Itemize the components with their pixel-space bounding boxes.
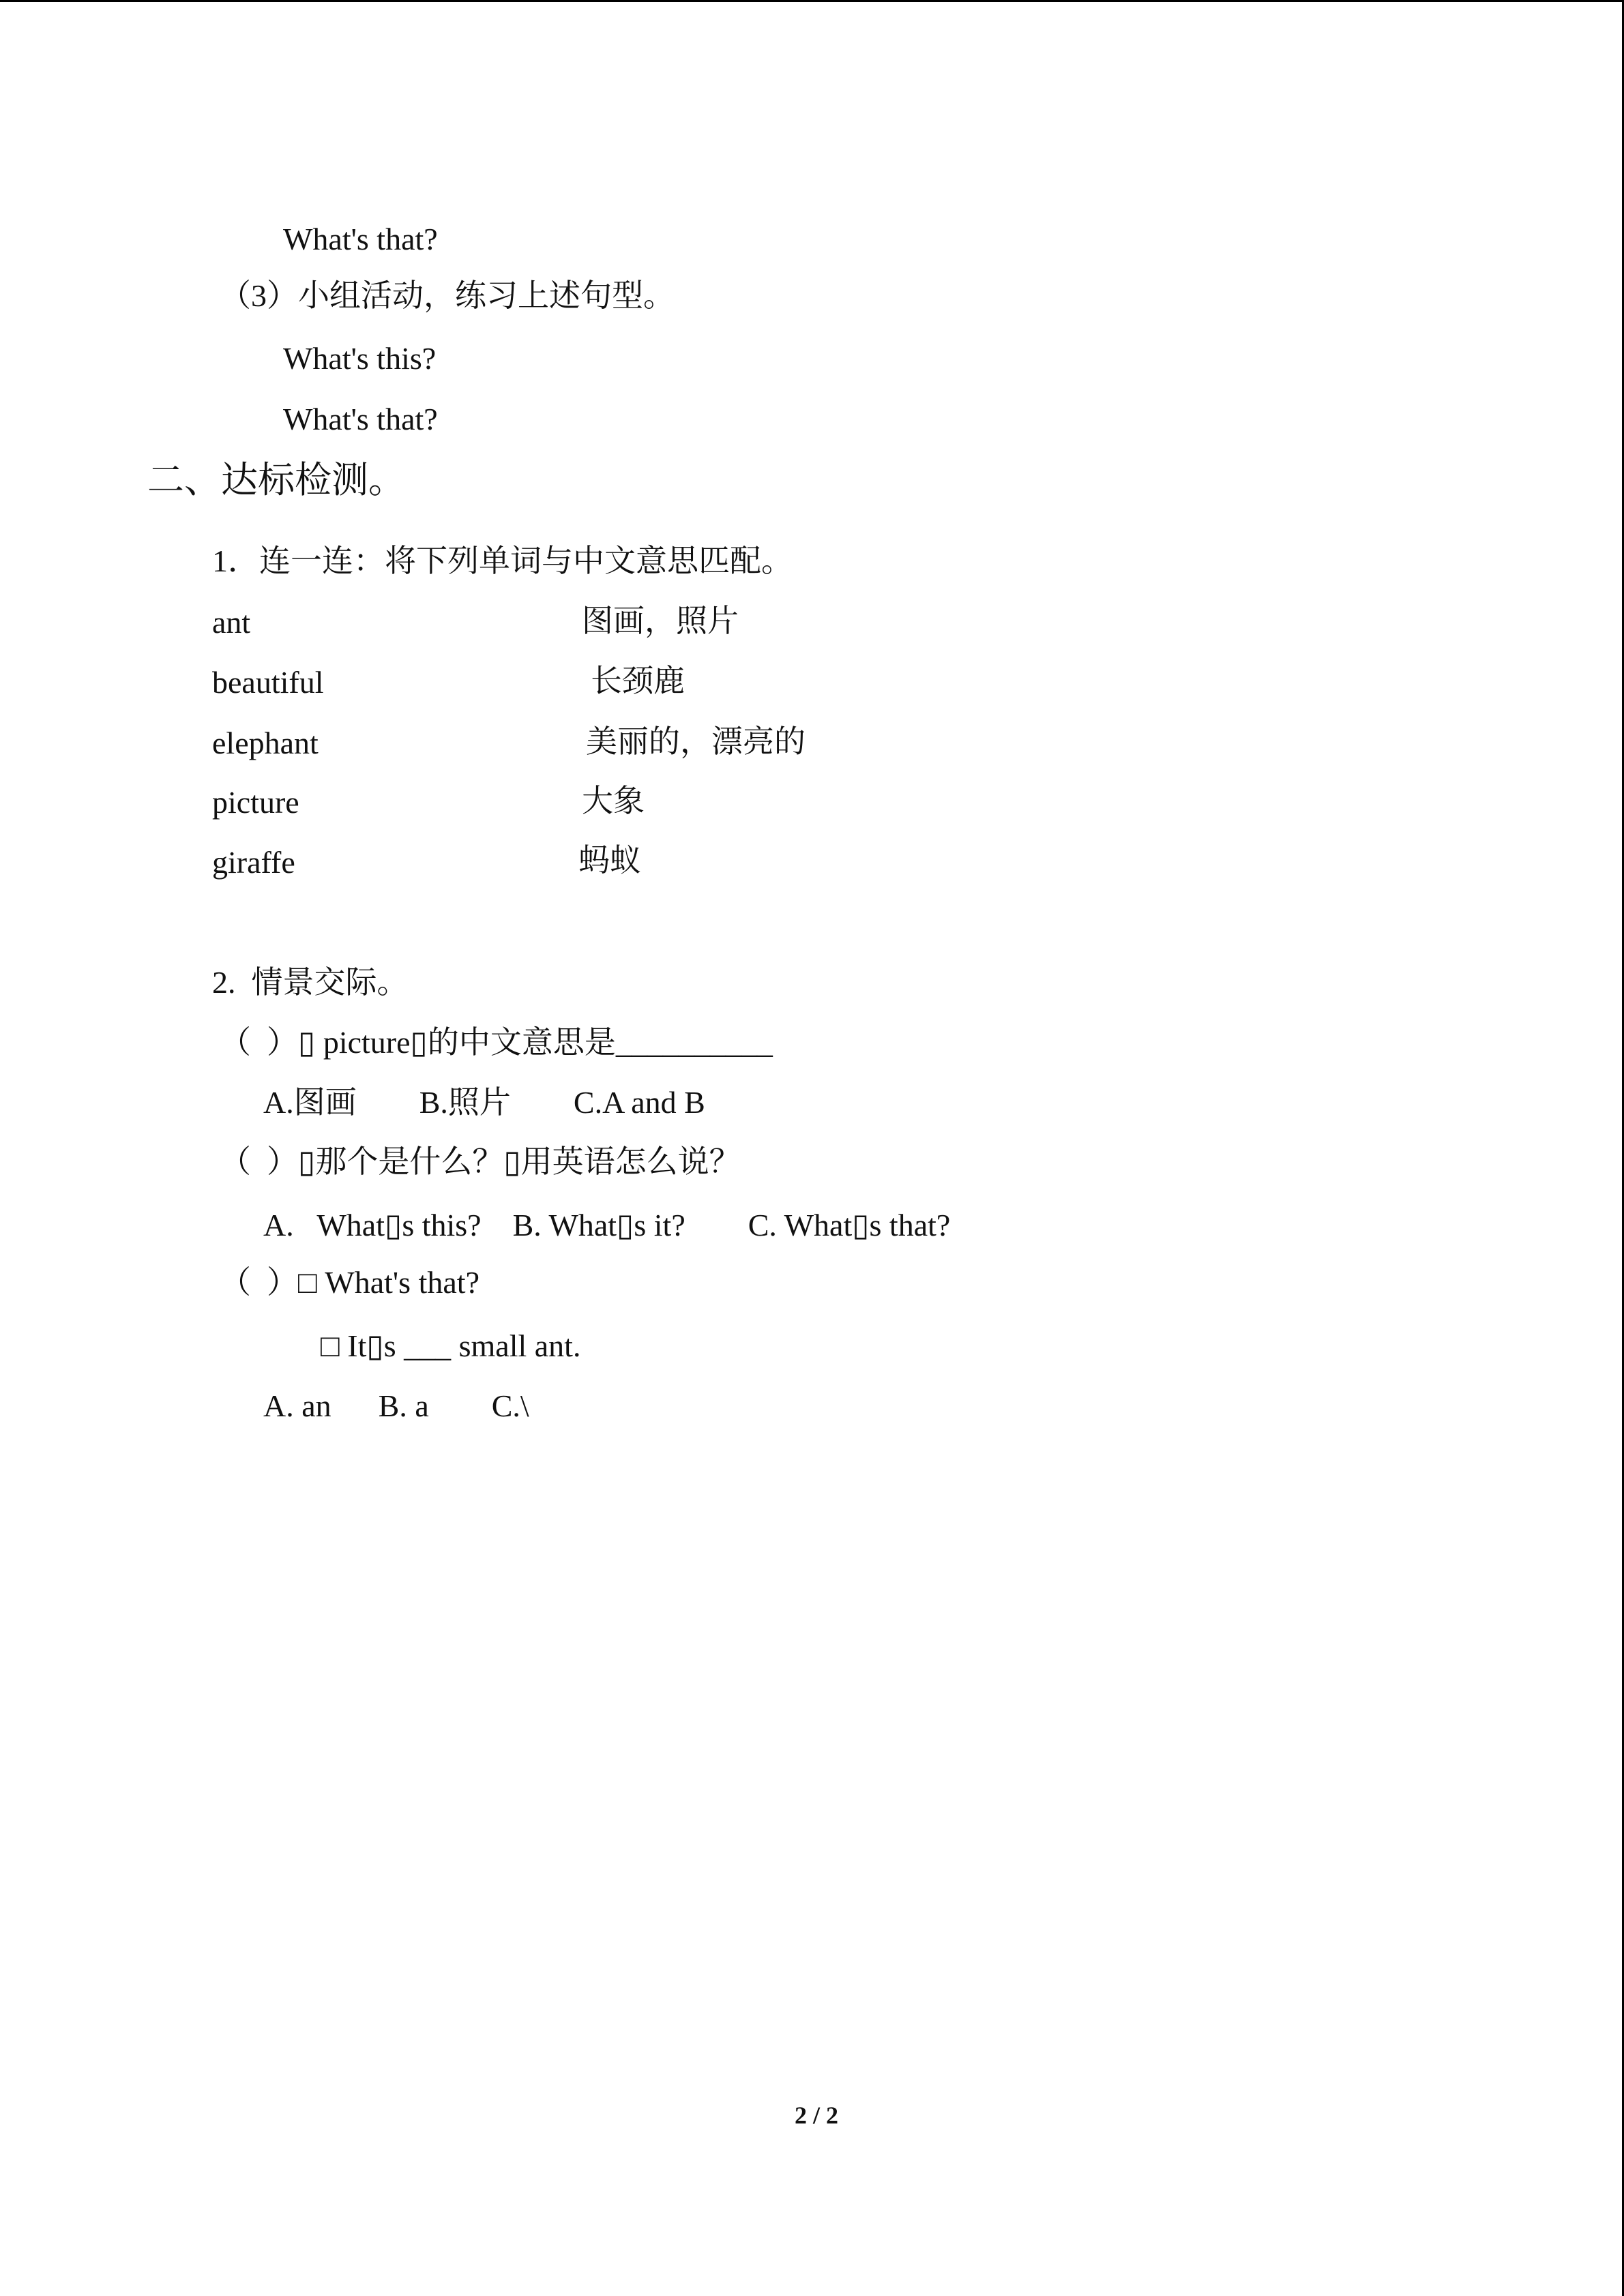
word-beautiful: beautiful <box>212 665 324 700</box>
q2-item1-options: A.图画 B.照片 C.A and B <box>263 1085 705 1120</box>
section-title: 二、达标检测。 <box>147 460 405 501</box>
practice-line-1: What's this? <box>283 341 437 376</box>
word-ant: ant <box>212 605 251 640</box>
q2-item3-answer-line: □ It▯s ___ small ant. <box>321 1328 581 1363</box>
q2-item3-options: A. an B. a C.\ <box>263 1388 529 1423</box>
page-top-border <box>0 0 1624 2</box>
step3-title: （3）小组活动，练习上述句型。 <box>220 278 675 313</box>
practice-line-2: What's that? <box>283 402 438 436</box>
meaning-2: 长颈鹿 <box>591 664 685 698</box>
q2-title: 2. 情景交际。 <box>212 965 409 1000</box>
dialogue-line-what-that: What's that? <box>283 222 438 256</box>
word-giraffe: giraffe <box>212 845 295 880</box>
word-elephant: elephant <box>212 726 319 760</box>
meaning-3: 美丽的，漂亮的 <box>586 724 806 759</box>
meaning-5: 蚂蚁 <box>578 843 641 878</box>
q2-item2-options: A. What▯s this? B. What▯s it? C. What▯s that? <box>263 1208 951 1242</box>
meaning-4: 大象 <box>582 784 645 818</box>
q2-item1-question: （ ）▯ picture▯的中文意思是__________ <box>220 1025 773 1060</box>
meaning-1: 图画，照片 <box>582 603 739 638</box>
q2-item3-question: （ ）□ What's that? <box>220 1265 479 1300</box>
q2-item2-question: （ ）▯那个是什么？▯用英语怎么说？ <box>220 1144 741 1179</box>
word-picture: picture <box>212 785 299 820</box>
page-number: 2 / 2 <box>795 2102 839 2129</box>
q1-title: 1．连一连：将下列单词与中文意思匹配。 <box>212 543 793 578</box>
